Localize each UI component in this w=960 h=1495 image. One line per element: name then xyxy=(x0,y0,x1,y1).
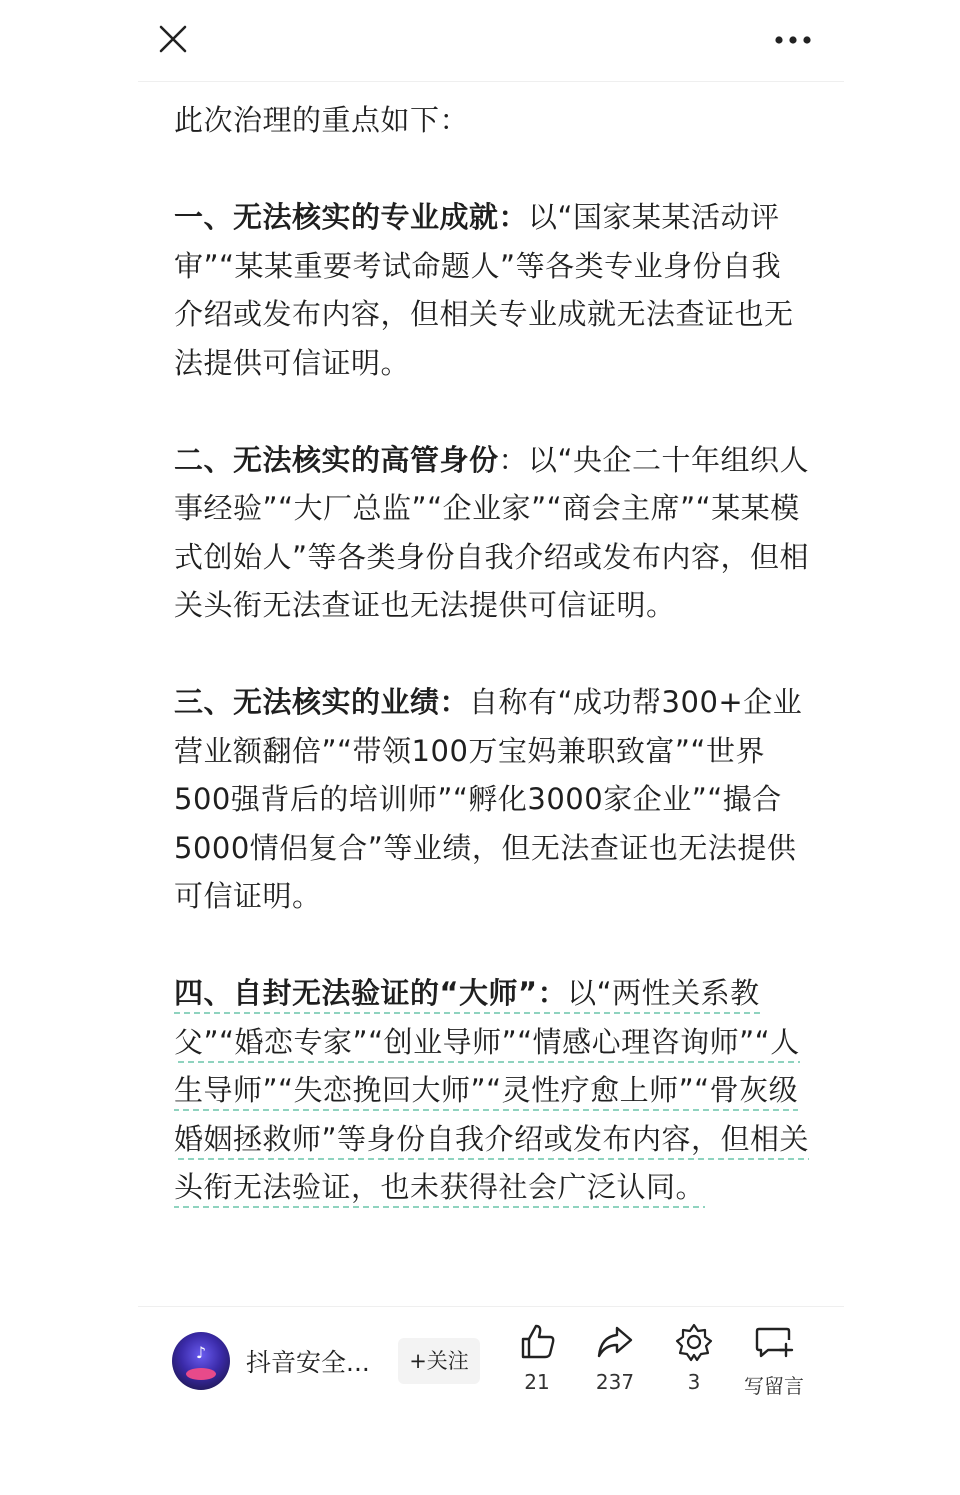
article-body xyxy=(174,96,810,1260)
section-1-heading: 一、无法核实的专业成就： xyxy=(174,200,529,234)
section-2 xyxy=(174,436,810,630)
follow-button[interactable]: +关注 xyxy=(398,1338,480,1384)
section-3 xyxy=(174,678,810,921)
like-count: 21 xyxy=(524,1370,550,1394)
top-divider xyxy=(138,81,844,82)
section-2-heading: 二、无法核实的高管身份 xyxy=(174,442,499,477)
douyin-logo-icon: ♪ xyxy=(195,1343,207,1362)
avatar-lips-shape xyxy=(186,1368,216,1380)
comment-label: 写留言 xyxy=(744,1374,804,1398)
thumbs-up-icon xyxy=(517,1322,557,1362)
system-nav-bar xyxy=(0,1420,960,1495)
collect-button[interactable] xyxy=(659,1322,729,1394)
close-icon[interactable] xyxy=(158,24,188,54)
section-3-body: 自称有“成功帮300+企业营业额翻倍”“带领100万宝妈兼职致富”“世界500强背后的培训师”“孵化3000家企业”“撮合5000情侣复合”等业绩，但无法查证也无法提供可信证明。 xyxy=(174,685,803,913)
author-name[interactable]: 抖音安全... xyxy=(246,1348,370,1377)
section-1 xyxy=(174,193,810,387)
section-3-heading: 三、无法核实的业绩： xyxy=(174,685,470,719)
comment-button[interactable] xyxy=(738,1322,810,1399)
top-bar xyxy=(0,0,960,82)
section-4-heading: 四、自封无法验证的“大师”： xyxy=(174,976,568,1010)
more-icon[interactable] xyxy=(774,30,812,50)
avatar[interactable] xyxy=(172,1332,230,1390)
bottom-divider xyxy=(138,1306,844,1307)
like-button[interactable] xyxy=(502,1322,572,1394)
section-1-body: 以“国家某某活动评审”“某某重要考试命题人”等各类专业身份自我介绍或发布内容，但相关专业成就无法查证也无法提供可信证明。 xyxy=(174,200,794,380)
section-4-body: 以“两性关系教父”“婚恋专家”“创业导师”“情感心理咨询师”“人生导师”“失恋挽回大师”“灵性疗愈上师”“骨灰级婚姻拯救师”等身份自我介绍或发布内容，但相关头衔无法验证，也未获得社会广泛认同。 xyxy=(174,976,810,1204)
share-count: 237 xyxy=(595,1370,635,1394)
share-button[interactable] xyxy=(580,1322,650,1394)
section-2-body: ：以“央企二十年组织人事经验”“大厂总监”“企业家”“商会主席”“某某模式创始人”等各类身份自我介绍或发布内容，但相关头衔无法查证也无法提供可信证明。 xyxy=(174,442,810,622)
article-intro: 此次治理的重点如下： xyxy=(174,103,470,137)
collect-count: 3 xyxy=(687,1370,701,1394)
section-4[interactable] xyxy=(174,969,810,1212)
share-icon xyxy=(595,1322,635,1362)
comment-icon xyxy=(754,1322,794,1362)
collect-icon xyxy=(674,1322,714,1362)
